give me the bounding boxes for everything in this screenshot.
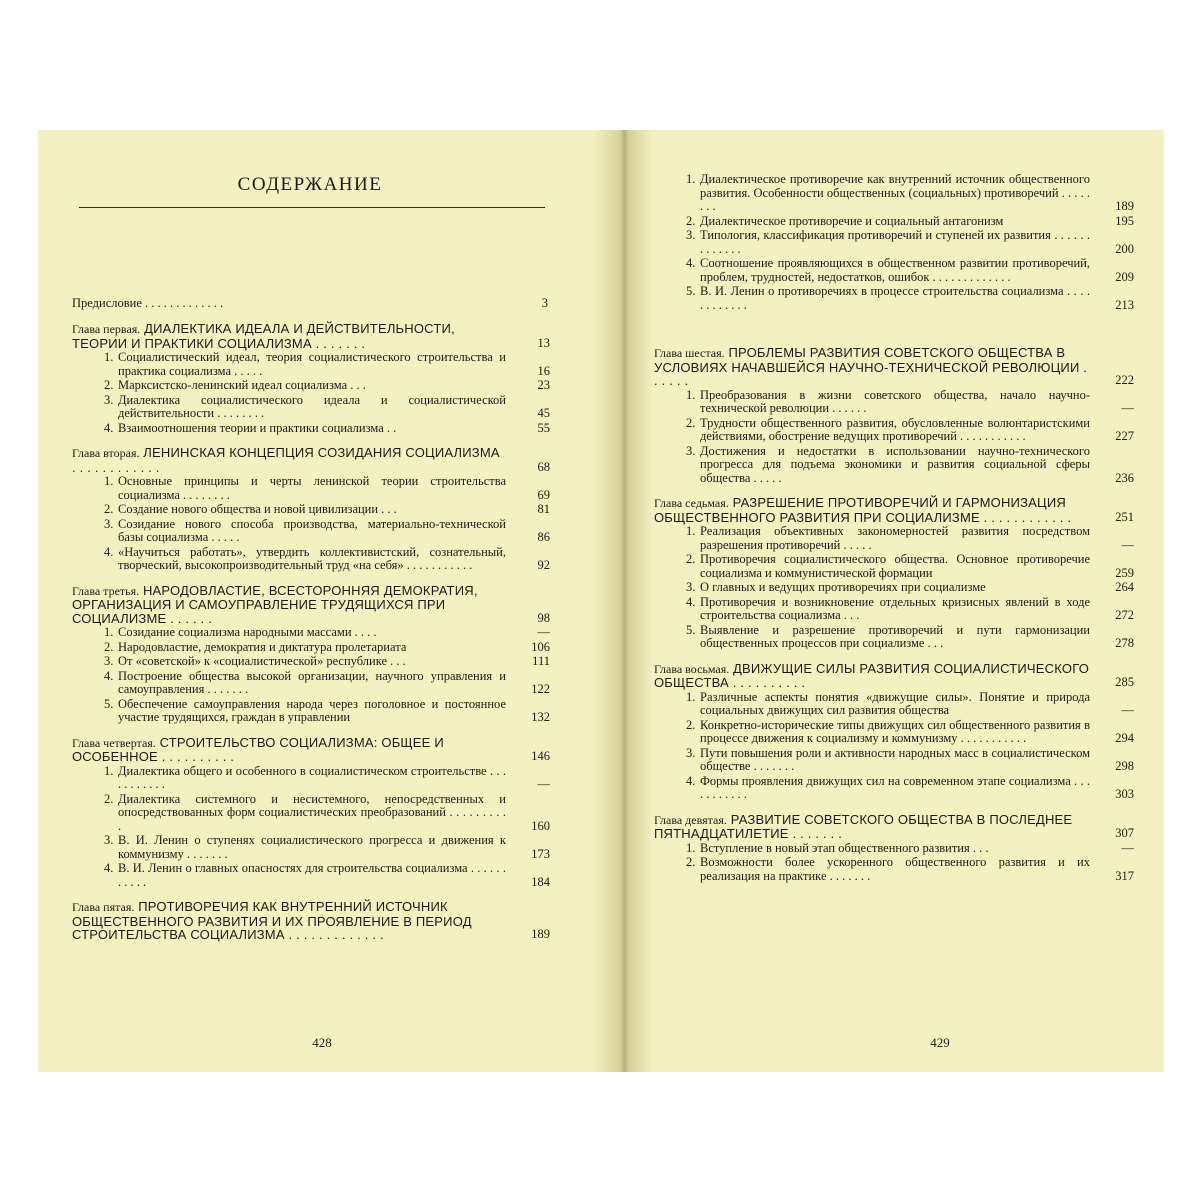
section-number: 2. — [686, 855, 696, 869]
section-text — [686, 229, 1090, 256]
section-page: 236 — [1115, 470, 1134, 485]
section-entry — [654, 624, 1134, 651]
section-number: 4. — [104, 544, 114, 559]
section-title: Противоречия социалистического общества. Основное противоречие социализма и коммунистической формации — [700, 552, 1090, 580]
section-title: Соотношение проявляющихся в общественном развитии противоречий, проблем, трудностей, недостатков, ошибок . . . . . . . . . . . . . — [700, 256, 1090, 284]
section-entry — [654, 173, 1134, 214]
section-entry — [654, 389, 1134, 416]
section-title: Достижения и недостатки в использовании научно-технического прогресса для подъема экономики и развития социальной сферы общества . . . . . — [700, 443, 1090, 485]
section-entry — [72, 503, 550, 517]
section-page: 160 — [531, 818, 550, 833]
section-page: 111 — [532, 654, 550, 668]
section-number: 1. — [686, 840, 696, 855]
chapter-text — [654, 662, 1090, 690]
section-number: 5. — [686, 284, 696, 298]
section-page: 200 — [1115, 241, 1134, 256]
section-title: Диалектическое противоречие и социальный антагонизм — [700, 213, 1004, 228]
right-leading-sections — [654, 172, 1134, 312]
chapter-lead: Глава четвертая. — [72, 735, 156, 750]
chapter-entry — [72, 446, 550, 474]
preface-entry — [72, 297, 548, 311]
right-chapter-list — [654, 346, 1134, 883]
section-page: 122 — [531, 682, 550, 696]
section-page: 23 — [537, 378, 550, 392]
section-page: 195 — [1115, 213, 1134, 228]
section-text — [686, 856, 1090, 883]
chapter-lead: Глава седьмая. — [654, 496, 729, 510]
chapter-title: РАЗВИТИЕ СОВЕТСКОГО ОБЩЕСТВА В ПОСЛЕДНЕЕ ПЯТНАДЦАТИЛЕТИЕ . . . . . . . — [654, 811, 1073, 841]
chapter-title: ЛЕНИНСКАЯ КОНЦЕПЦИЯ СОЗИДАНИЯ СОЦИАЛИЗМА . . . . . . . . . . . . — [72, 445, 500, 475]
section-text — [686, 417, 1090, 444]
book-gutter — [593, 130, 653, 1072]
chapter-entry — [72, 900, 550, 942]
section-number: 2. — [686, 213, 696, 228]
section-number: 4. — [104, 668, 114, 683]
section-title: Диалектика общего и особенного в социалистическом строительстве . . . . . . . . . . . — [118, 763, 506, 791]
preface-title: Предисловие . . . . . . . . . . . . . — [72, 296, 224, 310]
section-entry — [654, 719, 1134, 746]
section-page: 303 — [1115, 787, 1134, 801]
chapter-title: СТРОИТЕЛЬСТВО СОЦИАЛИЗМА: ОБЩЕЕ И ОСОБЕННОЕ . . . . . . . . . . — [72, 734, 444, 764]
section-text — [686, 285, 1090, 312]
section-number: 2. — [686, 552, 696, 566]
section-title: «Научиться работать», утвердить коллективистский, сознательный, творческий, высокопроизводительный труд «на себя» . . . . . . . . . . . — [118, 544, 506, 572]
chapter-lead: Глава шестая. — [654, 346, 725, 360]
section-number: 1. — [686, 524, 696, 538]
section-text — [104, 655, 506, 669]
section-title: Созидание социализма народными массами . . . . — [118, 625, 377, 639]
section-text — [104, 394, 506, 421]
section-text — [686, 553, 1090, 580]
section-number: 4. — [686, 773, 696, 788]
section-text — [104, 379, 506, 393]
section-entry — [72, 655, 550, 669]
chapter-text — [72, 446, 506, 474]
chapter-entry — [654, 496, 1134, 524]
chapter-page: 251 — [1115, 509, 1134, 524]
section-title: Взаимоотношения теории и практики социализма . . — [118, 420, 397, 435]
section-title: О главных и ведущих противоречиях при социализме — [700, 580, 986, 594]
section-title: Противоречия и возникновение отдельных кризисных явлений в ходе строительства социализма . . . — [700, 594, 1090, 622]
section-entry — [654, 747, 1134, 774]
section-entry — [654, 596, 1134, 623]
section-number: 1. — [104, 474, 114, 488]
section-title: Народовластие, демократия и диктатура пролетариата — [118, 639, 407, 654]
chapter-title: ДВИЖУЩИЕ СИЛЫ РАЗВИТИЯ СОЦИАЛИСТИЧЕСКОГО ОБЩЕСТВА . . . . . . . . . . — [654, 660, 1090, 690]
section-number: 3. — [104, 516, 114, 531]
section-entry — [654, 775, 1134, 802]
chapter-entry — [72, 584, 550, 626]
title-rule — [79, 207, 545, 208]
section-text — [104, 765, 506, 792]
section-entry — [72, 546, 550, 573]
section-number: 1. — [104, 763, 114, 778]
section-number: 2. — [686, 717, 696, 732]
section-page: — — [537, 777, 550, 791]
section-number: 3. — [686, 443, 696, 458]
section-page: — — [1121, 401, 1134, 415]
section-page: 272 — [1115, 608, 1134, 622]
section-number: 1. — [686, 172, 696, 186]
section-title: От «советской» к «социалистической» республике . . . — [118, 654, 406, 668]
chapter-entry — [654, 346, 1134, 388]
chapter-title: РАЗРЕШЕНИЕ ПРОТИВОРЕЧИЙ И ГАРМОНИЗАЦИЯ ОБЩЕСТВЕННОГО РАЗВИТИЯ ПРИ СОЦИАЛИЗМЕ . . . . . . . . . . . . — [654, 495, 1072, 525]
section-number: 1. — [104, 625, 114, 639]
chapter-page: 13 — [537, 335, 550, 350]
section-text — [686, 581, 1090, 595]
section-number: 1. — [686, 387, 696, 402]
section-entry — [654, 445, 1134, 486]
section-title: Диалектическое противоречие как внутренний источник общественного развития. Особенности общественных (социальных) противоречий . . . . . . . . — [700, 172, 1090, 213]
section-text — [104, 834, 506, 861]
section-entry — [72, 862, 550, 889]
section-number: 2. — [104, 502, 114, 516]
section-title: Марксистско-ленинский идеал социализма . . . — [118, 378, 366, 392]
section-title: Формы проявления движущих сил на современном этапе социализма . . . . . . . . . . . — [700, 773, 1090, 801]
chapter-lead: Глава первая. — [72, 322, 141, 336]
chapter-title: НАРОДОВЛАСТИЕ, ВСЕСТОРОННЯЯ ДЕМОКРАТИЯ, ОРГАНИЗАЦИЯ И САМОУПРАВЛЕНИЕ ТРУДЯЩИХСЯ ПРИ СОЦИАЛИЗМЕ . . . . . . — [72, 582, 478, 626]
section-text — [104, 793, 506, 834]
section-page: 189 — [1115, 199, 1134, 213]
section-page: 317 — [1115, 868, 1134, 883]
section-entry — [72, 834, 550, 861]
section-number: 3. — [104, 392, 114, 407]
chapter-entry — [654, 662, 1134, 690]
section-number: 3. — [104, 654, 114, 668]
section-number: 2. — [104, 378, 114, 392]
section-page: — — [1121, 703, 1134, 717]
section-entry — [72, 351, 550, 378]
section-number: 5. — [686, 622, 696, 637]
section-page: 92 — [537, 558, 550, 572]
section-entry — [72, 765, 550, 792]
chapter-entry — [72, 322, 550, 350]
section-text — [686, 624, 1090, 651]
chapter-text — [72, 736, 506, 764]
section-page: 173 — [531, 846, 550, 861]
chapter-lead: Глава девятая. — [654, 812, 727, 827]
section-title: Различные аспекты понятия «движущие силы». Понятие и природа социальных движущих сил развития общества — [700, 689, 1090, 717]
section-number: 3. — [686, 745, 696, 760]
section-title: Конкретно-исторические типы движущих сил общественного развития в процессе движения к социализму и коммунизму . . . . . . . . . . . — [700, 717, 1090, 745]
chapter-lead: Глава пятая. — [72, 900, 135, 914]
section-number: 1. — [104, 350, 114, 364]
section-title: Обеспечение самоуправления народа через поголовное и постоянное участие трудящихся, граждан в управлении — [118, 696, 506, 724]
section-text — [686, 257, 1090, 284]
section-text — [104, 641, 506, 655]
section-number: 4. — [686, 256, 696, 270]
chapter-text — [654, 346, 1090, 388]
section-page: 55 — [537, 420, 550, 435]
section-text — [686, 747, 1090, 774]
section-title: Возможности более ускоренного общественного развития и их реализация на практике . . . . . . . — [700, 855, 1090, 883]
section-page: 298 — [1115, 759, 1134, 773]
section-entry — [654, 257, 1134, 284]
section-text — [104, 422, 506, 436]
section-number: 2. — [686, 415, 696, 430]
section-page: 86 — [537, 530, 550, 544]
section-page: — — [1121, 840, 1134, 855]
section-entry — [72, 394, 550, 421]
section-entry — [654, 553, 1134, 580]
section-text — [104, 546, 506, 573]
chapter-title: ПРОТИВОРЕЧИЯ КАК ВНУТРЕННИЙ ИСТОЧНИК ОБЩЕСТВЕННОГО РАЗВИТИЯ И ИХ ПРОЯВЛЕНИЕ В ПЕРИОД СТРОИТЕЛЬСТВА СОЦИАЛИЗМА . . . . . . . . . . . . . — [72, 899, 472, 942]
section-title: Реализация объективных закономерностей развития посредством разрешения противоречий . . . . . — [700, 524, 1090, 552]
chapter-entry — [72, 736, 550, 764]
section-number: 4. — [104, 420, 114, 435]
chapter-text — [654, 496, 1090, 524]
chapter-page: 285 — [1115, 675, 1134, 689]
section-text — [686, 173, 1090, 214]
section-number: 4. — [104, 861, 114, 875]
section-page: 184 — [531, 874, 550, 889]
page-number-left: 428 — [312, 1035, 332, 1050]
section-page: 227 — [1115, 429, 1134, 443]
section-title: Выявление и разрешение противоречий и пути гармонизации общественных процессов при социализме . . . — [700, 622, 1090, 650]
section-entry — [72, 379, 550, 393]
section-title: В. И. Ленин о ступенях социалистического прогресса и движения к коммунизму . . . . . . . — [118, 833, 506, 861]
section-text — [686, 775, 1090, 802]
section-text — [686, 719, 1090, 746]
section-number: 2. — [104, 639, 114, 654]
section-number: 2. — [104, 791, 114, 806]
section-page: 294 — [1115, 731, 1134, 745]
section-text — [104, 670, 506, 697]
chapter-page: 146 — [531, 749, 550, 763]
section-page: 106 — [531, 639, 550, 654]
section-title: Основные принципы и черты ленинской теории строительства социализма . . . . . . . . — [118, 474, 506, 502]
section-text — [104, 862, 506, 889]
section-entry — [72, 518, 550, 545]
chapter-page: 98 — [537, 610, 550, 625]
section-title: Создание нового общества и новой цивилизации . . . — [118, 502, 397, 516]
section-entry — [654, 856, 1134, 883]
chapter-lead: Глава третья. — [72, 583, 140, 598]
chapter-page: 222 — [1115, 373, 1134, 387]
section-page: — — [537, 625, 550, 639]
section-entry — [654, 285, 1134, 312]
section-entry — [654, 525, 1134, 552]
chapter-text — [72, 322, 506, 350]
section-text — [104, 626, 506, 640]
section-title: Вступление в новый этап общественного развития . . . — [700, 840, 989, 855]
section-text — [686, 525, 1090, 552]
section-text — [686, 596, 1090, 623]
section-entry — [654, 215, 1134, 229]
chapter-page: 189 — [531, 927, 550, 941]
section-text — [104, 698, 506, 725]
chapter-text — [72, 584, 506, 626]
chapter-lead: Глава вторая. — [72, 446, 140, 460]
section-title: Преобразования в жизни советского общества, начало научно-технической революции . . . . . . — [700, 387, 1090, 415]
section-title: Построение общества высокой организации, научного управления и самоуправления . . . . . . . — [118, 668, 506, 696]
section-page: 132 — [531, 710, 550, 724]
chapter-lead: Глава восьмая. — [654, 661, 730, 676]
section-page: 69 — [537, 487, 550, 502]
section-entry — [654, 417, 1134, 444]
section-text — [686, 389, 1090, 416]
section-page: 81 — [537, 502, 550, 516]
page-number-right: 429 — [930, 1035, 950, 1050]
section-text — [104, 518, 506, 545]
section-entry — [72, 670, 550, 697]
section-title: Типология, классификация противоречий и ступеней их развития . . . . . . . . . . . . . — [700, 228, 1090, 256]
chapter-title: ПРОБЛЕМЫ РАЗВИТИЯ СОВЕТСКОГО ОБЩЕСТВА В УСЛОВИЯХ НАЧАВШЕЙСЯ НАУЧНО-ТЕХНИЧЕСКОЙ РЕВОЛЮЦИИ . . . . . . — [654, 345, 1088, 388]
section-entry — [72, 698, 550, 725]
chapter-page: 307 — [1115, 826, 1134, 840]
section-number: 5. — [104, 696, 114, 711]
contents-title: СОДЕРЖАНИЕ — [237, 174, 383, 195]
section-text — [686, 215, 1090, 229]
section-entry — [72, 422, 550, 436]
section-number: 4. — [686, 594, 696, 609]
section-entry — [654, 581, 1134, 595]
section-entry — [72, 475, 550, 502]
section-page: 16 — [537, 363, 550, 378]
section-page: 264 — [1115, 580, 1134, 594]
section-title: В. И. Ленин о главных опасностях для строительства социализма . . . . . . . . . . . — [118, 861, 506, 889]
chapter-entry — [654, 813, 1134, 841]
section-text — [104, 351, 506, 378]
section-number: 1. — [686, 689, 696, 704]
section-page: 278 — [1115, 636, 1134, 650]
section-entry — [654, 691, 1134, 718]
section-title: Диалектика социалистического идеала и социалистической действительности . . . . . . . . — [118, 392, 506, 420]
open-book — [38, 130, 1164, 1072]
section-page: 259 — [1115, 565, 1134, 580]
section-page: 45 — [537, 406, 550, 420]
chapter-page: 68 — [537, 459, 550, 474]
section-entry — [72, 626, 550, 640]
section-title: В. И. Ленин о противоречиях в процессе строительства социализма . . . . . . . . . . . . — [700, 284, 1090, 312]
preface-page: 3 — [541, 296, 548, 310]
chapter-text — [72, 900, 506, 942]
left-chapter-list — [72, 322, 550, 942]
section-title: Социалистический идеал, теория социалистического строительства и практика социализма . . . . . — [118, 350, 506, 378]
section-title: Трудности общественного развития, обусловленные волюнтаристскими действиями, обострение ведущих противоречий . . . . . . . . . . . — [700, 415, 1090, 443]
section-title: Диалектика системного и несистемного, непосредственных и опосредствованных форм социалистических преобразований . . . . . . . . . . — [118, 791, 506, 833]
section-entry — [72, 641, 550, 655]
section-number: 3. — [686, 580, 696, 594]
section-text — [104, 503, 506, 517]
section-text — [104, 475, 506, 502]
section-number: 3. — [104, 833, 114, 847]
section-page: 213 — [1115, 297, 1134, 312]
section-page: — — [1121, 537, 1134, 552]
section-entry — [72, 793, 550, 834]
section-text — [686, 445, 1090, 486]
section-entry — [654, 229, 1134, 256]
section-page: 209 — [1115, 269, 1134, 284]
chapter-text — [654, 813, 1090, 841]
chapter-title: ДИАЛЕКТИКА ИДЕАЛА И ДЕЙСТВИТЕЛЬНОСТИ, ТЕОРИИ И ПРАКТИКИ СОЦИАЛИЗМА . . . . . . . — [72, 321, 455, 351]
section-entry — [654, 842, 1134, 856]
section-number: 3. — [686, 228, 696, 242]
section-text — [686, 842, 1090, 856]
section-title: Созидание нового способа производства, материально-технической базы социализма . . . . . — [118, 516, 506, 544]
section-title: Пути повышения роли и активности народных масс в социалистическом обществе . . . . . . . — [700, 745, 1090, 773]
section-text — [686, 691, 1090, 718]
